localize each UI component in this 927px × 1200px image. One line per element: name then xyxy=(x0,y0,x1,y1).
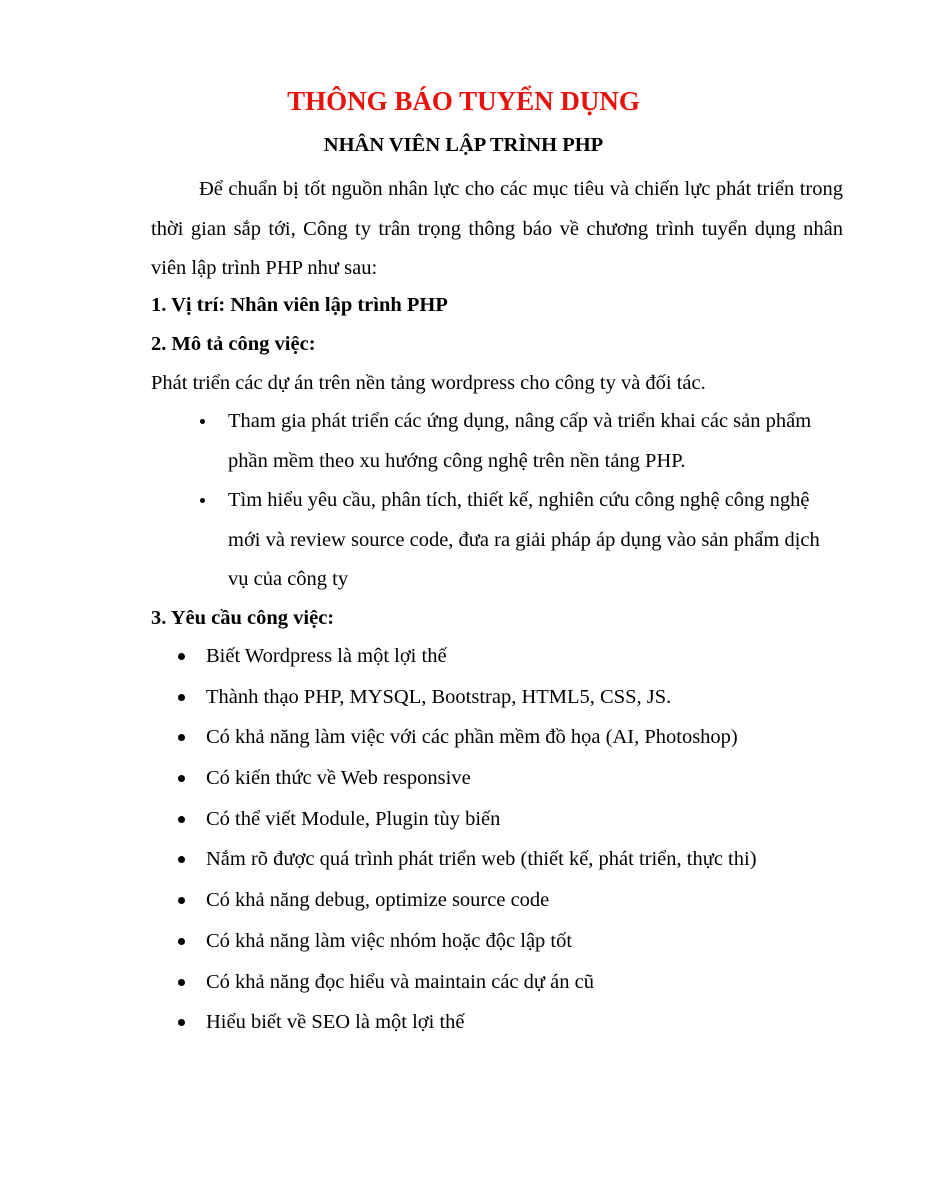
list-item xyxy=(178,844,858,885)
list-item-text: Tham gia phát triển các ứng dụng, nâng cấp và triển khai các sản phẩm phần mềm theo xu hướng công nghệ trên nền tảng PHP. xyxy=(228,410,812,472)
job-description-text: Phát triển các dự án trên nền tảng wordpress cho công ty và đối tác. xyxy=(151,372,706,394)
list-item-text: Có khả năng đọc hiểu và maintain các dự án cũ xyxy=(206,970,594,993)
bullet-icon xyxy=(178,694,185,701)
job-description-list xyxy=(200,402,840,600)
list-item xyxy=(178,763,858,804)
intro-paragraph: Để chuẩn bị tốt nguồn nhân lực cho các mục tiêu và chiến lực phát triển trong thời gian sắp tới, Công ty trân trọng thông báo về chương trình tuyển dụng nhân viên lập trình PHP như sau: xyxy=(151,178,843,279)
list-item xyxy=(178,1007,858,1048)
list-item xyxy=(178,722,858,763)
bullet-icon xyxy=(200,419,205,424)
bullet-icon xyxy=(178,897,185,904)
bullet-icon xyxy=(178,856,185,863)
list-item-text: Nắm rõ được quá trình phát triển web (thiết kế, phát triển, thực thi) xyxy=(206,848,757,871)
list-item-text: Tìm hiểu yêu cầu, phân tích, thiết kế, nghiên cứu công nghệ công nghệ mới và review source code, đưa ra giải pháp áp dụng vào sản phẩm dịch vụ của công ty xyxy=(228,489,820,590)
list-item-text: Có khả năng làm việc nhóm hoặc độc lập tốt xyxy=(206,929,573,952)
list-item-text: Hiểu biết về SEO là một lợi thế xyxy=(206,1011,465,1034)
bullet-icon xyxy=(178,734,185,741)
bullet-icon xyxy=(200,498,205,503)
requirements-list xyxy=(178,641,858,1048)
list-item xyxy=(178,885,858,926)
list-item xyxy=(178,641,858,682)
list-item-text: Có thể viết Module, Plugin tùy biến xyxy=(206,807,501,830)
list-item xyxy=(178,804,858,845)
list-item xyxy=(178,967,858,1008)
section-job-description-heading: 2. Mô tả công việc: xyxy=(151,333,316,355)
document-title: THÔNG BÁO TUYỂN DỤNG xyxy=(287,86,640,116)
list-item xyxy=(178,682,858,723)
list-item-text: Có kiến thức về Web responsive xyxy=(206,767,471,790)
list-item xyxy=(200,402,840,481)
bullet-icon xyxy=(178,775,185,782)
bullet-icon xyxy=(178,653,185,660)
list-item-text: Có khả năng làm việc với các phần mềm đồ họa (AI, Photoshop) xyxy=(206,726,738,749)
bullet-icon xyxy=(178,938,185,945)
list-item-text: Biết Wordpress là một lợi thế xyxy=(206,645,447,667)
bullet-icon xyxy=(178,1019,185,1026)
section-requirements-heading: 3. Yêu cầu công việc: xyxy=(151,607,335,629)
bullet-icon xyxy=(178,816,185,823)
list-item-text: Có khả năng debug, optimize source code xyxy=(206,889,550,912)
list-item-text: Thành thạo PHP, MYSQL, Bootstrap, HTML5, CSS, JS. xyxy=(206,685,672,708)
section-position-heading: 1. Vị trí: Nhân viên lập trình PHP xyxy=(151,294,448,316)
document-subtitle: NHÂN VIÊN LẬP TRÌNH PHP xyxy=(323,134,604,156)
list-item xyxy=(178,926,858,967)
list-item xyxy=(200,481,840,600)
bullet-icon xyxy=(178,979,185,986)
